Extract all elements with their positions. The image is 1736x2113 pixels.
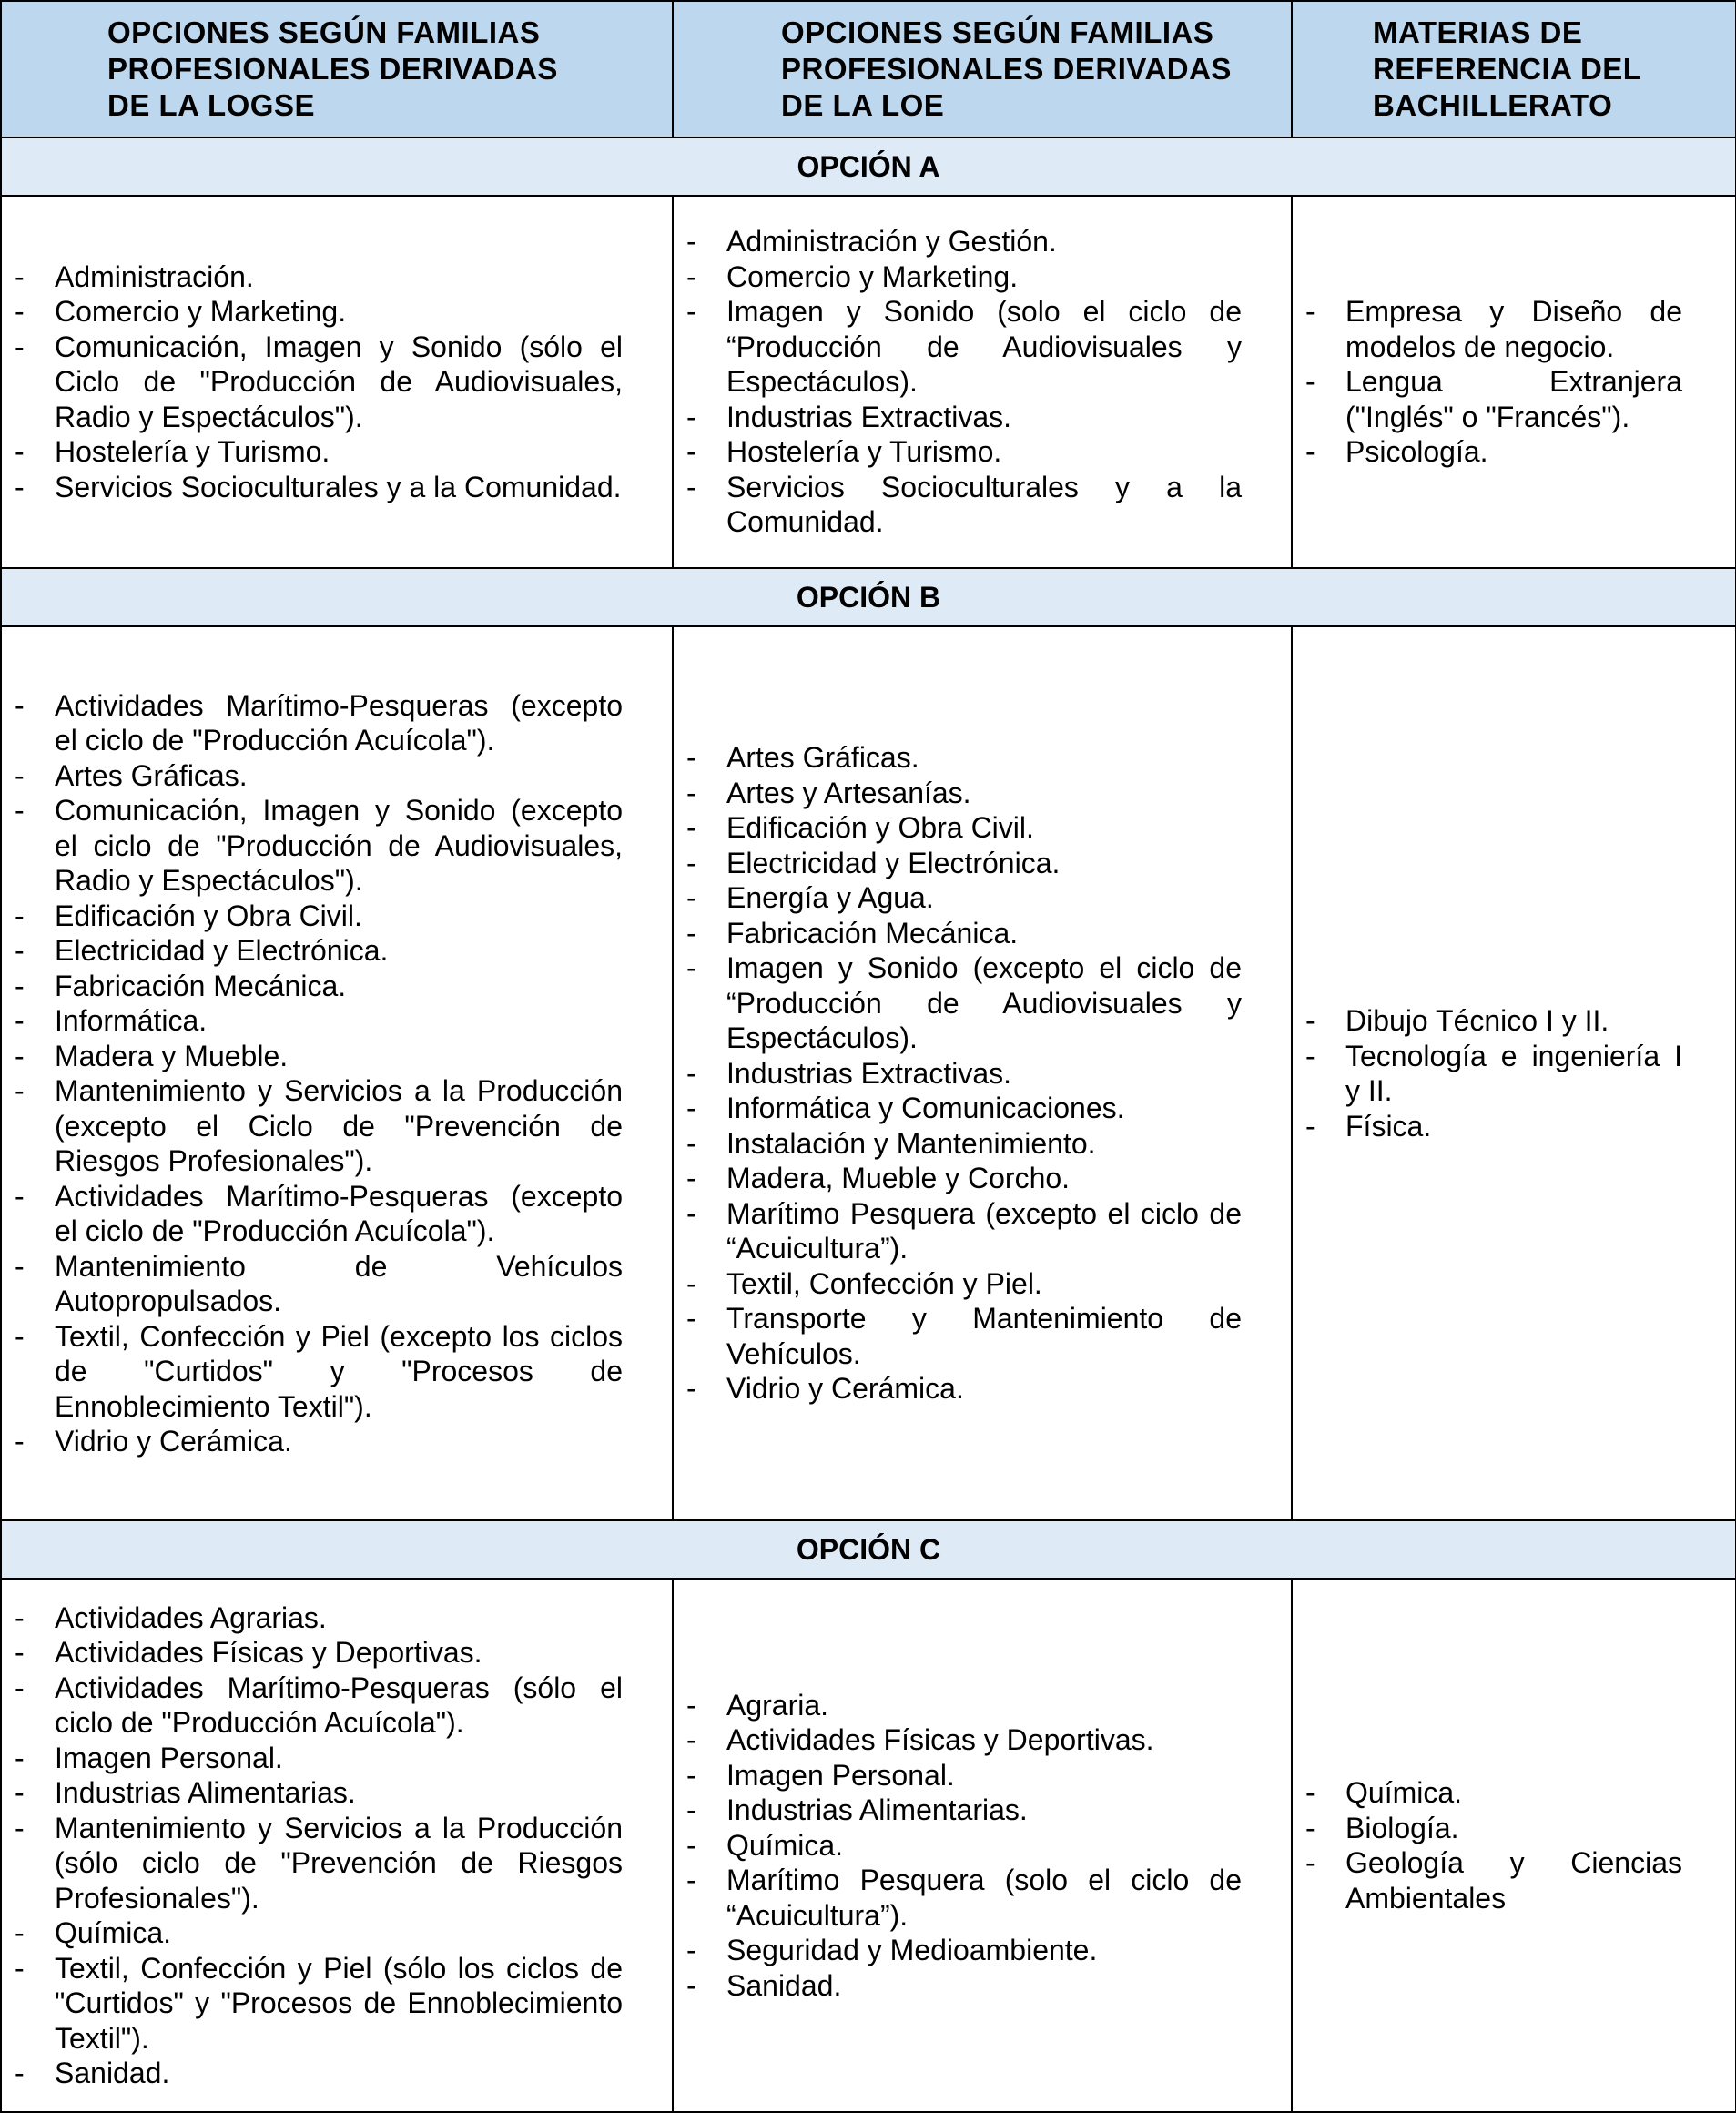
option-c-materias-list xyxy=(1305,1775,1682,1915)
list-item xyxy=(686,740,1242,776)
list-item xyxy=(686,1371,1242,1407)
bullet-dash: - xyxy=(15,899,25,932)
bullet-dash: - xyxy=(15,969,25,1002)
bullet-dash: - xyxy=(15,934,25,967)
bullet-dash: - xyxy=(1305,1811,1315,1844)
bullet-dash: - xyxy=(686,1302,696,1336)
option-b-loe-cell xyxy=(673,626,1292,1520)
list-item xyxy=(686,1863,1242,1933)
list-item-text: Psicología. xyxy=(1345,435,1488,469)
list-item-text: Sanidad. xyxy=(55,2057,170,2089)
bullet-dash: - xyxy=(15,2057,25,2089)
list-item xyxy=(686,950,1242,1056)
bullet-dash: - xyxy=(686,776,696,809)
list-item-text: Mantenimiento de Vehículos Autopropulsados. xyxy=(55,1249,623,1317)
list-item xyxy=(15,1424,623,1459)
option-a-materias-list xyxy=(1305,294,1682,470)
list-item xyxy=(686,1828,1242,1864)
list-item xyxy=(1305,1109,1682,1144)
list-item-text: Servicios Socioculturales y a la Comunidad. xyxy=(55,470,622,503)
bullet-dash: - xyxy=(686,1126,696,1160)
list-item xyxy=(1305,434,1682,470)
list-item xyxy=(686,1091,1242,1126)
bullet-dash: - xyxy=(15,1636,25,1669)
list-item-text: Electricidad y Electrónica. xyxy=(726,846,1061,879)
option-a-content-row xyxy=(1,196,1736,568)
list-item-text: Administración. xyxy=(55,259,254,293)
option-b-title: OPCIÓN B xyxy=(1,568,1736,626)
bullet-dash: - xyxy=(686,1196,696,1230)
list-item xyxy=(686,880,1242,916)
option-b-loe-list xyxy=(686,740,1242,1407)
list-item xyxy=(15,1249,623,1319)
list-item xyxy=(1305,1039,1682,1109)
list-item xyxy=(15,1003,623,1039)
bullet-dash: - xyxy=(1305,1846,1315,1879)
list-item-text: Química. xyxy=(55,1916,172,1949)
list-item xyxy=(15,1039,623,1074)
list-item-text: Tecnología e ingeniería I y II. xyxy=(1345,1039,1682,1107)
bullet-dash: - xyxy=(686,916,696,950)
bullet-dash: - xyxy=(686,1864,696,1897)
option-c-content-row xyxy=(1,1579,1736,2112)
list-item-text: Energía y Agua. xyxy=(726,881,934,915)
list-item xyxy=(686,1968,1242,2004)
bullet-dash: - xyxy=(686,1266,696,1300)
bullet-dash: - xyxy=(686,259,696,293)
list-item xyxy=(15,933,623,969)
option-a-loe-cell xyxy=(673,196,1292,568)
bullet-dash: - xyxy=(686,1162,696,1195)
bullet-dash: - xyxy=(15,1074,25,1107)
bullet-dash: - xyxy=(686,225,696,259)
bullet-dash: - xyxy=(1305,1004,1315,1037)
bullet-dash: - xyxy=(15,1916,25,1949)
list-item-text: Industrias Alimentarias. xyxy=(55,1776,356,1809)
list-item xyxy=(15,1811,623,1916)
bullet-dash: - xyxy=(15,435,25,469)
list-item xyxy=(15,1951,623,2057)
option-c-materias-cell xyxy=(1292,1579,1736,2112)
bullet-dash: - xyxy=(686,951,696,985)
list-item xyxy=(686,1688,1242,1723)
list-item xyxy=(686,400,1242,435)
list-item-text: Industrias Extractivas. xyxy=(726,400,1011,433)
list-item xyxy=(686,1933,1242,1968)
list-item xyxy=(15,1741,623,1776)
option-c-loe-list xyxy=(686,1688,1242,2004)
list-item xyxy=(1305,1845,1682,1915)
list-item-text: Actividades Físicas y Deportivas. xyxy=(55,1636,482,1669)
list-item xyxy=(686,1266,1242,1302)
list-item-text: Artes Gráficas. xyxy=(726,741,919,775)
list-item-text: Empresa y Diseño de modelos de negocio. xyxy=(1345,295,1682,363)
list-item-text: Actividades Marítimo-Pesqueras (excepto el ciclo de "Producción Acuícola"). xyxy=(55,1179,623,1247)
option-c-logse-list xyxy=(15,1600,623,2091)
list-item-text: Comunicación, Imagen y Sonido (sólo el Ciclo de "Producción de Audiovisuales, Radio y Espectáculos"). xyxy=(55,330,623,433)
bullet-dash: - xyxy=(686,1828,696,1862)
list-item-text: Madera y Mueble. xyxy=(55,1039,289,1072)
list-item xyxy=(1305,1775,1682,1811)
list-item xyxy=(15,1179,623,1249)
bullet-dash: - xyxy=(15,1776,25,1809)
option-a-logse-list xyxy=(15,259,623,505)
bullet-dash: - xyxy=(686,400,696,433)
option-c-loe-cell xyxy=(673,1579,1292,2112)
list-item xyxy=(686,1161,1242,1196)
option-b-materias-list xyxy=(1305,1003,1682,1143)
bullet-dash: - xyxy=(15,1425,25,1458)
bullet-dash: - xyxy=(15,1951,25,1985)
list-item xyxy=(15,470,623,505)
list-item xyxy=(686,1758,1242,1793)
bullet-dash: - xyxy=(686,435,696,469)
list-item-text: Dibujo Técnico I y II. xyxy=(1345,1004,1609,1037)
list-item-text: Vidrio y Cerámica. xyxy=(55,1425,292,1458)
header-logse-text: OPCIONES SEGÚN FAMILIAS PROFESIONALES DERIVADAS DE LA LOGSE xyxy=(107,15,558,122)
list-item xyxy=(686,1056,1242,1092)
bullet-dash: - xyxy=(686,1758,696,1792)
option-b-logse-list xyxy=(15,688,623,1459)
header-logse xyxy=(1,1,673,137)
bullet-dash: - xyxy=(686,1793,696,1827)
bullet-dash: - xyxy=(686,811,696,845)
list-item xyxy=(15,1319,623,1425)
list-item xyxy=(15,758,623,794)
list-item-text: Industrias Alimentarias. xyxy=(726,1793,1028,1827)
option-a-materias-cell xyxy=(1292,196,1736,568)
list-item xyxy=(686,1196,1242,1266)
bullet-dash: - xyxy=(686,846,696,879)
bullet-dash: - xyxy=(1305,1109,1315,1143)
list-item-text: Imagen Personal. xyxy=(726,1758,955,1792)
list-item-text: Mantenimiento y Servicios a la Producción (sólo ciclo de "Prevención de Riesgos Profesionales"). xyxy=(55,1811,623,1915)
list-item-text: Hostelería y Turismo. xyxy=(55,435,330,469)
list-item-text: Actividades Marítimo-Pesqueras (sólo el ciclo de "Producción Acuícola"). xyxy=(55,1671,623,1739)
bullet-dash: - xyxy=(1305,1776,1315,1809)
list-item-text: Lengua Extranjera ("Inglés" o "Francés"). xyxy=(1345,365,1682,433)
list-item xyxy=(686,434,1242,470)
list-item xyxy=(15,899,623,934)
list-item-text: Mantenimiento y Servicios a la Producción (excepto el Ciclo de "Prevención de Riesgos Profesionales"). xyxy=(55,1074,623,1177)
list-item-text: Agraria. xyxy=(726,1688,829,1722)
list-item-text: Geología y Ciencias Ambientales xyxy=(1345,1846,1682,1915)
list-item-text: Química. xyxy=(726,1828,844,1862)
list-item-text: Vidrio y Cerámica. xyxy=(726,1372,964,1406)
bullet-dash: - xyxy=(15,688,25,722)
list-item xyxy=(1305,294,1682,364)
option-a-logse-cell xyxy=(1,196,673,568)
bullet-dash: - xyxy=(15,1319,25,1353)
list-item xyxy=(15,2056,623,2091)
option-a-title: OPCIÓN A xyxy=(1,137,1736,196)
list-item xyxy=(15,1073,623,1179)
bullet-dash: - xyxy=(686,741,696,775)
list-item xyxy=(686,224,1242,259)
header-materias xyxy=(1292,1,1736,137)
list-item-text: Comercio y Marketing. xyxy=(726,259,1019,293)
list-item xyxy=(686,776,1242,811)
list-item xyxy=(686,916,1242,951)
list-item-text: Física. xyxy=(1345,1109,1432,1143)
list-item xyxy=(1305,1003,1682,1039)
header-materias-text: MATERIAS DE REFERENCIA DEL BACHILLERATO xyxy=(1373,15,1641,122)
list-item-text: Industrias Extractivas. xyxy=(726,1056,1011,1090)
list-item-text: Seguridad y Medioambiente. xyxy=(726,1934,1098,1967)
list-item-text: Servicios Socioculturales y a la Comunidad. xyxy=(726,470,1242,539)
list-item-text: Artes y Artesanías. xyxy=(726,776,971,809)
list-item-text: Comercio y Marketing. xyxy=(55,295,347,329)
bullet-dash: - xyxy=(686,1968,696,2002)
option-c-title-row xyxy=(1,1520,1736,1579)
bullet-dash: - xyxy=(686,1934,696,1967)
list-item xyxy=(15,688,623,758)
option-c-title: OPCIÓN C xyxy=(1,1520,1736,1579)
bullet-dash: - xyxy=(686,1056,696,1090)
list-item-text: Textil, Confección y Piel (excepto los ciclos de "Curtidos" y "Procesos de Ennoblecimiento Textil"). xyxy=(55,1319,623,1423)
list-item-text: Fabricación Mecánica. xyxy=(55,969,347,1002)
list-item-text: Imagen y Sonido (excepto el ciclo de “Producción de Audiovisuales y Espectáculos). xyxy=(726,951,1242,1055)
list-item xyxy=(686,470,1242,540)
list-item xyxy=(15,1775,623,1811)
bullet-dash: - xyxy=(686,1372,696,1406)
bullet-dash: - xyxy=(15,470,25,503)
header-loe xyxy=(673,1,1292,137)
header-loe-text: OPCIONES SEGÚN FAMILIAS PROFESIONALES DERIVADAS DE LA LOE xyxy=(781,15,1232,122)
list-item xyxy=(15,1600,623,1636)
list-item xyxy=(686,294,1242,400)
list-item-text: Imagen Personal. xyxy=(55,1741,283,1774)
option-a-loe-list xyxy=(686,224,1242,540)
list-item xyxy=(686,1126,1242,1162)
bullet-dash: - xyxy=(15,259,25,293)
list-item-text: Actividades Físicas y Deportivas. xyxy=(726,1723,1154,1757)
list-item-text: Biología. xyxy=(1345,1811,1459,1844)
list-item xyxy=(1305,364,1682,434)
list-item-text: Madera, Mueble y Corcho. xyxy=(726,1162,1071,1195)
bullet-dash: - xyxy=(15,1600,25,1634)
option-b-content-row xyxy=(1,626,1736,1520)
list-item xyxy=(686,259,1242,295)
bullet-dash: - xyxy=(15,758,25,792)
list-item xyxy=(686,810,1242,846)
bullet-dash: - xyxy=(686,1688,696,1722)
list-item-text: Administración y Gestión. xyxy=(726,225,1057,259)
list-item-text: Textil, Confección y Piel. xyxy=(726,1266,1042,1300)
bullet-dash: - xyxy=(15,1811,25,1844)
header-row xyxy=(1,1,1736,137)
bullet-dash: - xyxy=(15,295,25,329)
list-item-text: Química. xyxy=(1345,1776,1463,1809)
bullet-dash: - xyxy=(686,881,696,915)
list-item-text: Electricidad y Electrónica. xyxy=(55,934,389,967)
option-a-title-row xyxy=(1,137,1736,196)
bullet-dash: - xyxy=(686,1092,696,1125)
list-item-text: Actividades Agrarias. xyxy=(55,1600,327,1634)
list-item-text: Actividades Marítimo-Pesqueras (excepto el ciclo de "Producción Acuícola"). xyxy=(55,688,623,757)
list-item xyxy=(15,294,623,330)
list-item xyxy=(686,846,1242,881)
option-c-logse-cell xyxy=(1,1579,673,2112)
option-b-logse-cell xyxy=(1,626,673,1520)
list-item-text: Hostelería y Turismo. xyxy=(726,435,1002,469)
list-item-text: Informática y Comunicaciones. xyxy=(726,1092,1125,1125)
list-item xyxy=(15,434,623,470)
bullet-dash: - xyxy=(686,1723,696,1757)
bullet-dash: - xyxy=(15,1179,25,1213)
list-item xyxy=(15,330,623,435)
list-item-text: Fabricación Mecánica. xyxy=(726,916,1019,950)
list-item xyxy=(15,1635,623,1671)
bullet-dash: - xyxy=(1305,1039,1315,1072)
list-item xyxy=(686,1722,1242,1758)
list-item xyxy=(686,1301,1242,1371)
bullet-dash: - xyxy=(15,1249,25,1283)
bullet-dash: - xyxy=(15,1039,25,1072)
list-item-text: Marítimo Pesquera (solo el ciclo de “Acuicultura”). xyxy=(726,1864,1242,1932)
list-item-text: Edificación y Obra Civil. xyxy=(55,899,362,932)
bullet-dash: - xyxy=(15,794,25,827)
list-item-text: Artes Gráficas. xyxy=(55,758,248,792)
list-item-text: Instalación y Mantenimiento. xyxy=(726,1126,1096,1160)
list-item-text: Edificación y Obra Civil. xyxy=(726,811,1034,845)
bullet-dash: - xyxy=(686,295,696,329)
list-item-text: Marítimo Pesquera (excepto el ciclo de “Acuicultura”). xyxy=(726,1196,1242,1265)
list-item-text: Transporte y Mantenimiento de Vehículos. xyxy=(726,1302,1242,1370)
list-item xyxy=(686,1793,1242,1828)
list-item-text: Imagen y Sonido (solo el ciclo de “Producción de Audiovisuales y Espectáculos). xyxy=(726,295,1242,399)
bullet-dash: - xyxy=(1305,365,1315,399)
bullet-dash: - xyxy=(15,1671,25,1704)
bullet-dash: - xyxy=(686,470,696,503)
bullet-dash: - xyxy=(1305,435,1315,469)
list-item xyxy=(15,969,623,1004)
option-b-title-row xyxy=(1,568,1736,626)
option-b-materias-cell xyxy=(1292,626,1736,1520)
bullet-dash: - xyxy=(1305,295,1315,329)
list-item xyxy=(15,1915,623,1951)
list-item xyxy=(15,1671,623,1741)
bullet-dash: - xyxy=(15,1741,25,1774)
list-item-text: Textil, Confección y Piel (sólo los ciclos de "Curtidos" y "Procesos de Ennoblecimiento Textil"). xyxy=(55,1951,623,2055)
bullet-dash: - xyxy=(15,1004,25,1037)
list-item-text: Informática. xyxy=(55,1004,208,1037)
list-item-text: Comunicación, Imagen y Sonido (excepto el ciclo de "Producción de Audiovisuales, Radio y Espectáculos"). xyxy=(55,794,623,897)
list-item xyxy=(15,259,623,295)
list-item xyxy=(1305,1811,1682,1846)
list-item-text: Sanidad. xyxy=(726,1968,842,2002)
list-item xyxy=(15,793,623,899)
bullet-dash: - xyxy=(15,330,25,363)
